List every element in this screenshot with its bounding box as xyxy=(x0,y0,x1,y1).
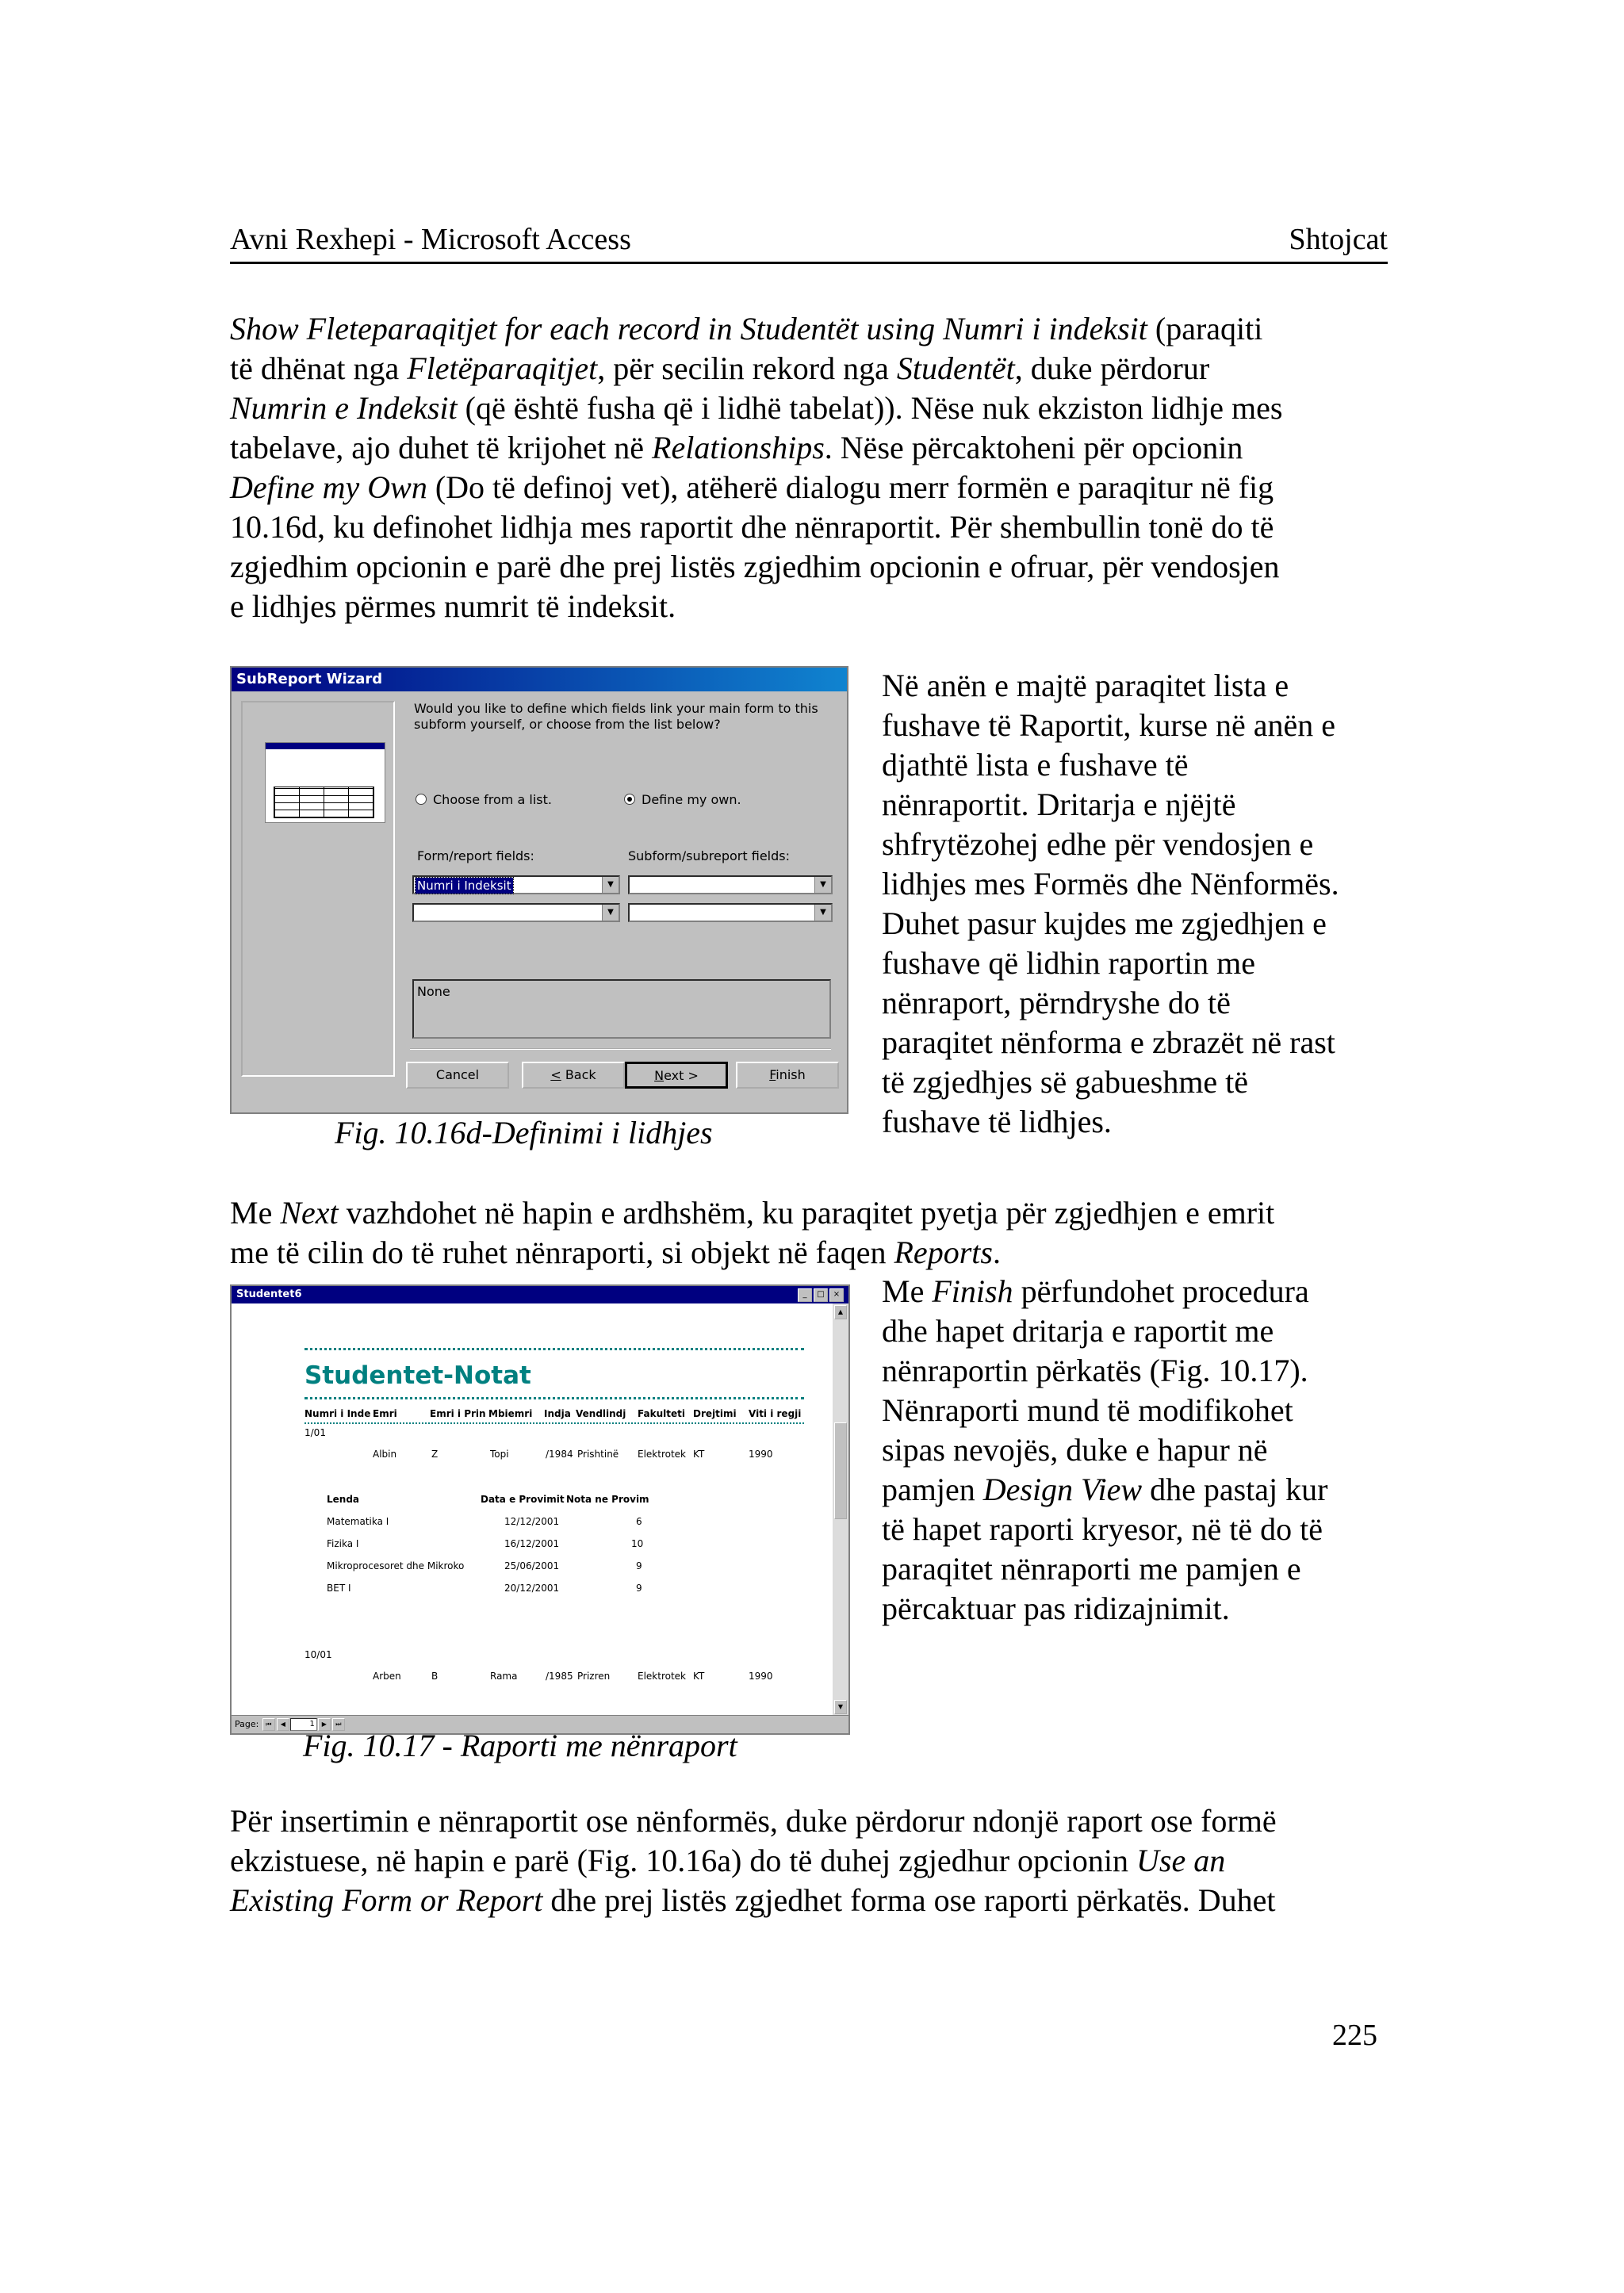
dropdown-arrow-icon[interactable]: ▼ xyxy=(602,877,619,893)
text: Define my Own xyxy=(230,469,427,505)
text: Studentët xyxy=(896,350,1015,386)
text: dhe hapet dritarja e raportit me xyxy=(882,1313,1274,1349)
next-page-icon[interactable]: ▶ xyxy=(318,1718,331,1731)
text: < xyxy=(550,1067,561,1082)
radio-label: Define my own. xyxy=(642,792,741,807)
text: fushave të lidhjes. xyxy=(882,1104,1112,1139)
text: Për insertimin e nënraportit ose nënformës, duke përdorur ndonjë raport ose formë xyxy=(230,1803,1277,1839)
text: vazhdohet në hapin e ardhshëm, ku paraqitet pyetja për zgjedhjen e emrit xyxy=(338,1195,1275,1231)
dotted-rule xyxy=(304,1397,804,1399)
form-thumbnail-icon xyxy=(265,742,385,823)
text: me të cilin do të ruhet nënraporti, si objekt në faqen xyxy=(230,1235,894,1270)
record-value: Arben xyxy=(373,1671,401,1682)
record-value: Rama xyxy=(490,1671,518,1682)
radio-define-my-own[interactable] xyxy=(624,792,741,807)
record-value: Z xyxy=(431,1449,439,1460)
dropdown-arrow-icon[interactable]: ▼ xyxy=(814,905,831,921)
subreport-wizard-dialog xyxy=(230,666,848,1114)
record-value: Elektrotek xyxy=(638,1671,687,1682)
text: nënraport, përndryshe do të xyxy=(882,985,1231,1020)
text: përfundohet procedura xyxy=(1013,1273,1309,1309)
finish-button[interactable] xyxy=(736,1062,839,1089)
text: , duke përdorur xyxy=(1014,350,1210,386)
header-section: Shtojcat xyxy=(1289,223,1388,256)
record-value: Prishtinë xyxy=(577,1449,619,1460)
text: Duhet pasur kujdes me zgjedhjen e xyxy=(882,905,1327,941)
subreport-cell: 12/12/2001 xyxy=(504,1516,560,1527)
first-page-icon[interactable]: ⏮ xyxy=(262,1718,275,1731)
subreport-cell: 10 xyxy=(631,1538,644,1549)
figure-caption-17: Fig. 10.17 - Raporti me nënraport xyxy=(303,1728,737,1763)
text: (që është fusha që i lidhë tabelat)). Nëse nuk ekziston lidhje mes xyxy=(457,390,1283,426)
text: subform yourself, or choose from the list below? xyxy=(414,717,721,732)
close-icon[interactable]: × xyxy=(829,1288,844,1302)
form-field-select-2[interactable] xyxy=(412,903,620,922)
record-value: KT xyxy=(693,1449,705,1460)
dropdown-arrow-icon[interactable]: ▼ xyxy=(602,905,619,921)
scroll-thumb[interactable] xyxy=(834,1422,847,1519)
column-header: Viti i regji xyxy=(749,1408,802,1419)
text: nënraportin përkatës (Fig. 10.17). xyxy=(882,1353,1308,1388)
paragraph-1 xyxy=(230,309,1388,626)
record-value: 1990 xyxy=(749,1671,773,1682)
text: përcaktuar pas ridizajnimit. xyxy=(882,1591,1230,1626)
text: Në anën e majtë paraqitet lista e xyxy=(882,668,1289,703)
subreport-header: Lenda xyxy=(327,1494,360,1505)
text: (paraqiti xyxy=(1147,311,1263,346)
subreport-cell: 9 xyxy=(636,1583,642,1594)
record-value: Elektrotek xyxy=(638,1449,687,1460)
text: Relationships xyxy=(652,430,825,465)
thumbnail-grid xyxy=(274,787,374,818)
text: djathtë lista e fushave të xyxy=(882,747,1189,783)
text: dhe prej listës zgjedhet forma ose raporti përkatës. Duhet xyxy=(542,1882,1276,1918)
text: ext > xyxy=(664,1068,699,1083)
column-header: Numri i Inde xyxy=(304,1408,371,1419)
text: Design View xyxy=(982,1472,1143,1507)
dialog-title-bar[interactable]: SubReport Wizard xyxy=(232,668,847,691)
text: F xyxy=(769,1067,776,1082)
text: Numrin e Indeksit xyxy=(230,390,458,426)
text: shfrytëzohej edhe për vendosjen e xyxy=(882,826,1314,862)
column-header: Drejtimi xyxy=(693,1408,737,1419)
text: e lidhjes përmes numrit të indeksit. xyxy=(230,588,676,624)
prev-page-icon[interactable]: ◀ xyxy=(277,1718,289,1731)
text: Nënraporti mund të modifikohet xyxy=(882,1392,1293,1428)
column-header: Vendlindj xyxy=(576,1408,626,1419)
text: Finish xyxy=(932,1273,1013,1309)
dropdown-arrow-icon[interactable]: ▼ xyxy=(814,877,831,893)
paragraph-3 xyxy=(230,1801,1388,1920)
scroll-up-icon[interactable]: ▲ xyxy=(834,1305,847,1319)
text: Would you like to define which fields link your main form to this xyxy=(414,701,818,716)
record-value: KT xyxy=(693,1671,705,1682)
text: 10.16d, ku definohet lidhja mes raportit dhe nënraportit. Për shembullin tonë do të xyxy=(230,509,1274,545)
text: Me xyxy=(882,1273,933,1309)
report-title-bar[interactable]: Studentet6 xyxy=(232,1286,848,1303)
maximize-icon[interactable]: □ xyxy=(814,1288,828,1302)
page-number-input[interactable]: 1 xyxy=(290,1718,317,1731)
form-field-select-1[interactable] xyxy=(412,875,620,894)
column-header: Mbiemri xyxy=(488,1408,533,1419)
text: N xyxy=(654,1068,665,1083)
running-header xyxy=(230,222,1388,264)
text: paraqitet nënraporti me pamjen e xyxy=(882,1551,1301,1587)
text: Existing Form or Report xyxy=(230,1882,543,1918)
text: pamjen xyxy=(882,1472,983,1507)
last-page-icon[interactable]: ⏭ xyxy=(332,1718,345,1731)
text: (Do të definoj vet), atëherë dialogu merr formën e paraqitur në fig xyxy=(427,469,1274,505)
record-index: 1/01 xyxy=(304,1427,326,1438)
subform-fields-label: Subform/subreport fields: xyxy=(628,848,790,863)
header-author-title: Avni Rexhepi - Microsoft Access xyxy=(230,223,631,256)
record-index: 10/01 xyxy=(304,1649,332,1660)
record-value: /1985 xyxy=(546,1671,573,1682)
link-summary-box: None xyxy=(412,979,831,1039)
divider xyxy=(410,1048,831,1050)
text: zgjedhim opcionin e parë dhe prej listës zgjedhim opcionin e ofruar, për vendosjen xyxy=(230,549,1280,584)
subreport-cell: Mikroprocesoret dhe Mikroko xyxy=(327,1560,465,1571)
dotted-rule xyxy=(304,1422,804,1424)
record-value: B xyxy=(431,1671,439,1682)
record-value: Topi xyxy=(490,1449,509,1460)
text: . xyxy=(992,1235,1001,1270)
text: tabelave, ajo duhet të krijohet në xyxy=(230,430,653,465)
text: të zgjedhjes së gabueshme të xyxy=(882,1064,1249,1100)
subform-field-select-2[interactable] xyxy=(628,903,833,922)
text: paraqitet nënforma e zbrazët në rast xyxy=(882,1024,1335,1060)
text: nënraportit. Dritarja e njëjtë xyxy=(882,787,1236,822)
text: të hapet raporti kryesor, në të do të xyxy=(882,1511,1323,1547)
subreport-cell: 16/12/2001 xyxy=(504,1538,560,1549)
thumbnail-titlebar xyxy=(266,743,385,749)
record-value: Prizren xyxy=(577,1671,611,1682)
subreport-cell: 9 xyxy=(636,1560,642,1571)
scroll-down-icon[interactable]: ▼ xyxy=(834,1700,847,1714)
subreport-cell: 20/12/2001 xyxy=(504,1583,560,1594)
text: inish xyxy=(776,1067,806,1082)
subreport-header: Nota ne Provim xyxy=(566,1494,649,1505)
text: lidhjes mes Formës dhe Nënformës. xyxy=(882,866,1339,902)
form-fields-label: Form/report fields: xyxy=(417,848,534,863)
text: Show Fleteparaqitjet for each record in Studentët using Numri i indeksit xyxy=(230,311,1147,346)
cancel-button[interactable]: Cancel xyxy=(406,1062,509,1089)
record-value: /1984 xyxy=(546,1449,573,1460)
minimize-icon[interactable]: _ xyxy=(798,1288,812,1302)
record-value: Albin xyxy=(373,1449,397,1460)
text: Fletëparaqitjet xyxy=(407,350,598,386)
text: dhe pastaj kur xyxy=(1142,1472,1328,1507)
page-label: Page: xyxy=(235,1719,259,1729)
wizard-question xyxy=(414,701,826,733)
paragraph-2 xyxy=(230,1193,1388,1273)
radio-choose-from-list[interactable] xyxy=(416,792,552,807)
text: . Nëse përcaktoheni për opcionin xyxy=(824,430,1243,465)
page-number: 225 xyxy=(1332,2019,1377,2052)
figure-caption-16d: Fig. 10.16d-Definimi i lidhjes xyxy=(335,1115,713,1150)
text: të dhënat nga xyxy=(230,350,408,386)
text: fushave që lidhin raportin me xyxy=(882,945,1255,981)
column-header: Fakulteti xyxy=(638,1408,685,1419)
back-button[interactable] xyxy=(522,1062,625,1089)
text: Me xyxy=(230,1195,281,1231)
report-preview-window xyxy=(230,1284,850,1735)
side-paragraph-2 xyxy=(882,1272,1397,1629)
side-paragraph-1 xyxy=(882,666,1397,1142)
radio-on-icon xyxy=(624,794,635,805)
next-button[interactable] xyxy=(625,1062,728,1089)
column-header: Emri i Prin xyxy=(430,1408,486,1419)
text: Next xyxy=(280,1195,339,1231)
subreport-cell: Fizika I xyxy=(327,1538,359,1549)
subreport-header: Data e Provimit xyxy=(481,1494,565,1505)
selected-value: Numri i Indeksit xyxy=(417,879,511,893)
text: , për secilin rekord nga xyxy=(597,350,897,386)
subreport-cell: Matematika I xyxy=(327,1516,389,1527)
subreport-cell: 25/06/2001 xyxy=(504,1560,560,1571)
text: sipas nevojës, duke e hapur në xyxy=(882,1432,1268,1468)
column-header: Indja xyxy=(544,1408,571,1419)
text: fushave të Raportit, kurse në anën e xyxy=(882,707,1336,743)
subreport-cell: BET I xyxy=(327,1583,351,1594)
record-value: 1990 xyxy=(749,1449,773,1460)
radio-off-icon xyxy=(416,794,427,805)
text: Back xyxy=(561,1067,596,1082)
column-header: Emri xyxy=(373,1408,397,1419)
wizard-illustration xyxy=(241,701,395,1077)
subreport-cell: 6 xyxy=(636,1516,642,1527)
radio-label: Choose from a list. xyxy=(433,792,552,807)
text: Reports xyxy=(894,1235,993,1270)
text: ekzistuese, në hapin e parë (Fig. 10.16a) do të duhej zgjedhur opcionin xyxy=(230,1843,1136,1878)
dotted-rule xyxy=(304,1348,804,1350)
vertical-scrollbar[interactable] xyxy=(833,1303,848,1716)
subform-field-select-1[interactable] xyxy=(628,875,833,894)
report-heading: Studentet-Notat xyxy=(304,1361,531,1390)
text: Use an xyxy=(1136,1843,1226,1878)
